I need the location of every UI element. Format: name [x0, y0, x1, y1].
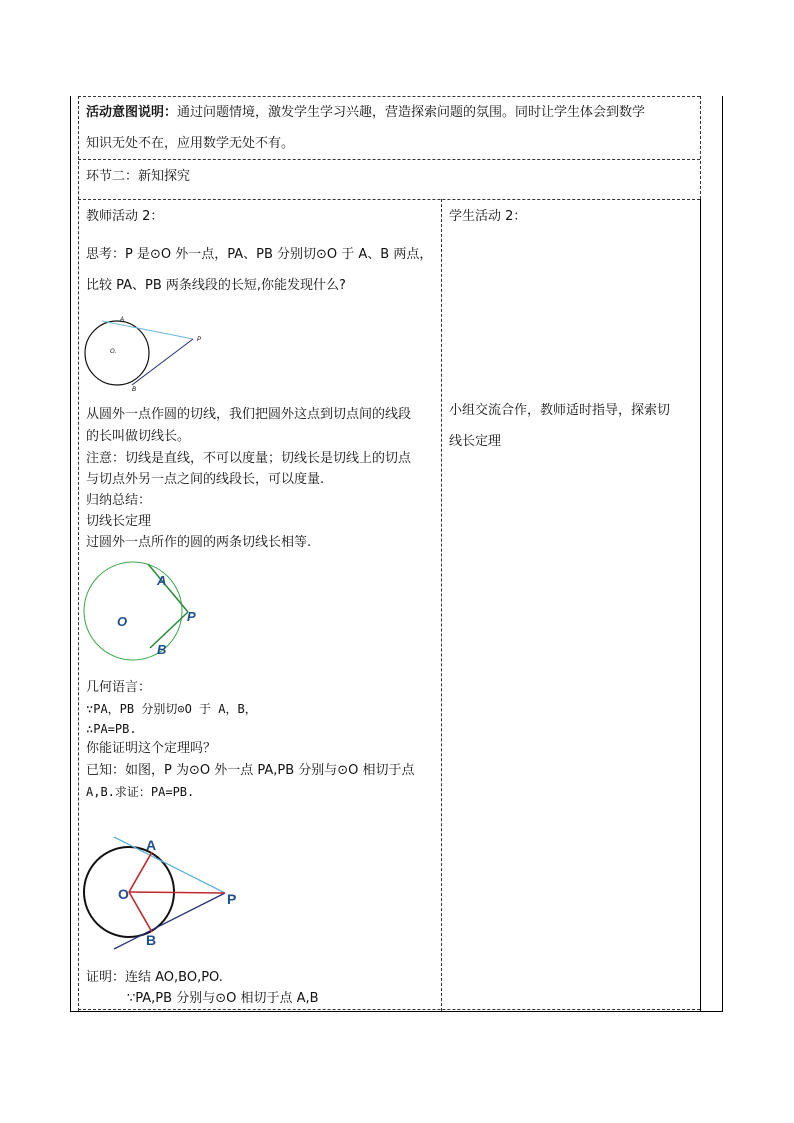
- figure2-tangent-pb: [150, 612, 188, 648]
- figure3-tangent-pb: [114, 893, 225, 949]
- given-line-2: A,B.求证：PA=PB.: [86, 785, 195, 799]
- figure3-segment-po: [129, 892, 225, 893]
- figure3-label-p: P: [227, 891, 237, 907]
- def-line-1: 从圆外一点作圆的切线，我们把圆外这点到切点间的线段: [86, 407, 412, 422]
- divider-right: [700, 96, 701, 199]
- figure2-circle: [84, 562, 182, 660]
- think-line-2: 比较 PA、PB 两条线段的长短,你能发现什么?: [86, 278, 346, 293]
- intent-label: 活动意图说明：: [86, 105, 178, 120]
- figure1-label-a: A: [120, 317, 125, 323]
- teacher-title: 教师活动 2：: [86, 209, 164, 224]
- divider-left: [78, 96, 79, 1011]
- think-line-1: 思考：P 是⊙O 外一点，PA、PB 分别切⊙O 于 A、B 两点，: [86, 247, 433, 262]
- section-title: 环节二：新知探究: [86, 169, 191, 184]
- divider-intent: [78, 159, 700, 160]
- student-line-2: 线长定理: [449, 434, 502, 449]
- intent-line-2: 知识无处不在，应用数学无处不有。: [86, 136, 295, 151]
- inner-border-right: [700, 199, 701, 1011]
- divider-top: [78, 96, 700, 97]
- divider-section: [78, 199, 700, 200]
- proof-line-1: 证明：连结 AO,BO,PO.: [86, 970, 223, 985]
- note-line-2: 与切点外另一点之间的线段长，可以度量.: [86, 472, 325, 487]
- figure1-tangent-pa: [102, 321, 193, 339]
- intent-line-1: [86, 103, 645, 123]
- intent-text: 通过问题情境，激发学生学习兴趣，营造探索问题的氛围。同时让学生体会到数学: [177, 105, 646, 120]
- figure1-circle: [85, 321, 149, 385]
- student-title: 学生活动 2：: [449, 209, 527, 224]
- summary-heading: 归纳总结：: [86, 493, 152, 508]
- proof-line-2: ∵PA,PB 分别与⊙O 相切于点 A,B: [127, 991, 319, 1006]
- figure3-label-b: B: [146, 932, 157, 948]
- figure1-tangent-pb: [132, 339, 193, 385]
- figure-tangent-sketch: [80, 310, 220, 392]
- figure3-label-a: A: [146, 837, 157, 853]
- figure3-tangent-pa: [114, 837, 225, 893]
- def-line-2: 的长叫做切线长。: [86, 429, 191, 444]
- geo-line-1: ∵PA，PB 分别切⊙O 于 A，B，: [86, 702, 257, 716]
- figure1-label-b: B: [132, 387, 137, 392]
- figure3-radius-bo: [129, 892, 152, 932]
- divider-bottom: [78, 1009, 700, 1010]
- geo-line-2: ∴PA=PB.: [86, 722, 137, 736]
- theorem-name: 切线长定理: [86, 514, 152, 529]
- student-line-1: 小组交流合作，教师适时指导，探索切: [449, 403, 671, 418]
- figure2-label-o: O: [117, 614, 128, 629]
- table-border-left: [70, 96, 71, 1012]
- figure2-label-b: B: [157, 642, 167, 657]
- figure1-label-o: O.: [110, 349, 117, 355]
- prove-question: 你能证明这个定理吗？: [86, 741, 217, 756]
- note-line-1: 注意：切线是直线，不可以度量；切线长是切线上的切点: [86, 451, 412, 466]
- figure2-label-p: P: [187, 609, 196, 624]
- table-border-right: [722, 96, 723, 1012]
- figure1-label-p: P: [197, 337, 202, 343]
- figure2-tangent-pa: [148, 564, 188, 612]
- figure-proof: [80, 830, 250, 955]
- column-divider: [441, 199, 442, 1011]
- figure-theorem: [80, 555, 210, 670]
- theorem-text: 过圆外一点所作的圆的两条切线长相等.: [86, 535, 312, 550]
- figure3-label-o: O: [118, 886, 129, 902]
- table-border-bottom: [70, 1011, 723, 1012]
- figure2-label-a: A: [157, 573, 167, 588]
- figure3-radius-ao: [129, 852, 152, 892]
- geo-lang-heading: 几何语言：: [86, 680, 152, 695]
- given-line-1: 已知：如图，P 为⊙O 外一点 PA,PB 分别与⊙O 相切于点: [86, 763, 415, 778]
